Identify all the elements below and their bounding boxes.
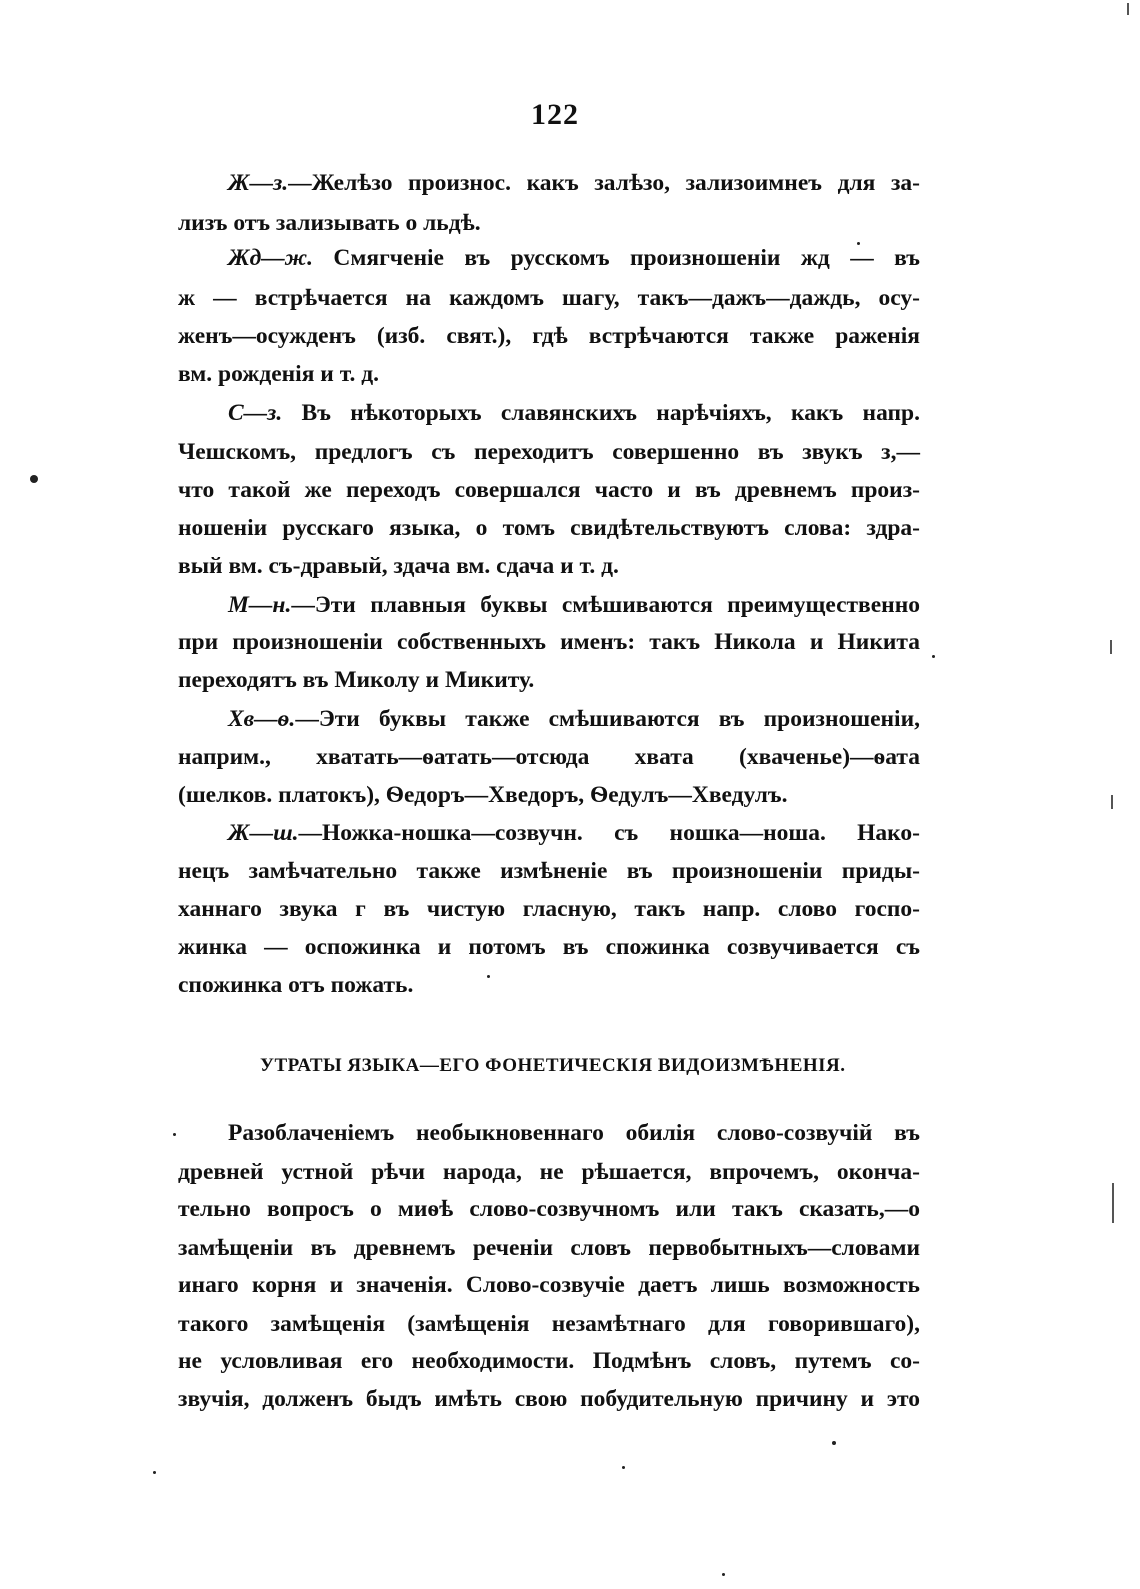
scan-edge-mark: [1112, 1183, 1114, 1223]
text-line: замѣщеніи въ древнемъ реченіи словъ первобытныхъ—словами: [178, 1235, 920, 1261]
text-line: такого замѣщенія (замѣщенія незамѣтнаго для говорившаго),: [178, 1311, 920, 1337]
scan-edge-mark: [1127, 3, 1129, 15]
scan-speck: [487, 975, 490, 978]
scan-edge-mark: [1111, 795, 1113, 809]
paragraph-lead: М—н.: [228, 592, 292, 618]
scan-speck: [932, 655, 935, 658]
text-line: Жд—ж. Смягченіе въ русскомъ произношеніи жд — въ: [228, 245, 920, 271]
text-line: ношеніи русскаго языка, о томъ свидѣтельствуютъ слова: здра-: [178, 515, 920, 541]
text-line: вый вм. съ-дравый, здача вм. сдача и т. д.: [178, 553, 619, 579]
paragraph-lead: Жд—ж.: [228, 245, 313, 271]
paragraph-lead: Хв—ѳ.: [228, 706, 296, 732]
text-line: не условливая его необходимости. Подмѣнъ словъ, путемъ со-: [178, 1348, 920, 1374]
text-line: женъ—осужденъ (изб. свят.), гдѣ встрѣчаются также раженія: [178, 323, 920, 349]
text-line: вм. рожденія и т. д.: [178, 361, 380, 387]
paragraph-lead: С—з.: [228, 400, 283, 426]
text-line: М—н.—Эти плавныя буквы смѣшиваются преимущественно: [228, 592, 920, 618]
section-heading: УТРАТЫ ЯЗЫКА—ЕГО ФОНЕТИЧЕСКІЯ ВИДОИЗМѢНЕНІЯ.: [260, 1055, 846, 1076]
page-number: 122: [531, 98, 579, 131]
text-line: Ж—ш.—Ножка-ношка—созвучн. съ ношка—ноша. Нако-: [228, 820, 920, 846]
text-line: жинка — оспожинка и потомъ въ спожинка созвучивается съ: [178, 934, 920, 960]
text-line: при произношеніи собственныхъ именъ: такъ Никола и Никита: [178, 629, 920, 655]
scan-speck: [857, 242, 860, 245]
scan-speck: [832, 1441, 836, 1445]
text-line: С—з. Въ нѣкоторыхъ славянскихъ нарѣчіяхъ, какъ напр.: [228, 400, 920, 426]
text-line: что такой же переходъ совершался часто и въ древнемъ произ-: [178, 477, 920, 503]
scan-speck: [722, 1573, 725, 1576]
scan-speck: [173, 1133, 176, 1136]
text-line: звучія, долженъ быдъ имѣть свою побудительную причину и это: [178, 1386, 920, 1412]
text-line: ханнаго звука г въ чистую гласную, такъ напр. слово госпо-: [178, 896, 920, 922]
paragraph-lead: Ж—з.: [228, 170, 289, 196]
text-line: лизъ отъ зализывать о льдѣ.: [178, 210, 481, 236]
text-line: тельно вопросъ о миѳѣ слово-созвучномъ или такъ сказать,—о: [178, 1196, 920, 1222]
text-line: (шелков. платокъ), Ѳедоръ—Хведоръ, Ѳедулъ—Хведулъ.: [178, 782, 788, 808]
text-line: Чешскомъ, предлогъ съ переходитъ совершенно въ звукъ з,—: [178, 439, 920, 465]
scan-speck: [622, 1466, 625, 1469]
scan-edge-mark: [1110, 640, 1112, 654]
scan-speck: [30, 475, 38, 483]
text-line: Разоблаченіемъ необыкновеннаго обилія слово-созвучій въ: [228, 1120, 920, 1146]
text-line: наприм., хватать—ѳатать—отсюда хвата (хваченье)—ѳата: [178, 744, 920, 770]
text-line: Ж—з.—Желѣзо произнос. какъ залѣзо, зализоимнеъ для за-: [228, 170, 920, 196]
text-line: спожинка отъ пожать.: [178, 972, 414, 998]
text-line: Хв—ѳ.—Эти буквы также смѣшиваются въ произношеніи,: [228, 706, 920, 732]
text-line: нецъ замѣчательно также измѣненіе въ произношеніи приды-: [178, 858, 920, 884]
text-line: ж — встрѣчается на каждомъ шагу, такъ—дажъ—даждь, осу-: [178, 285, 920, 311]
text-line: древней устной рѣчи народа, не рѣшается, впрочемъ, оконча-: [178, 1159, 920, 1185]
text-line: переходятъ въ Миколу и Микиту.: [178, 667, 535, 693]
text-line: инаго корня и значенія. Слово-созвучіе даетъ лишь возможность: [178, 1272, 920, 1298]
paragraph-lead: Ж—ш.: [228, 820, 299, 846]
scan-speck: [153, 1471, 156, 1474]
